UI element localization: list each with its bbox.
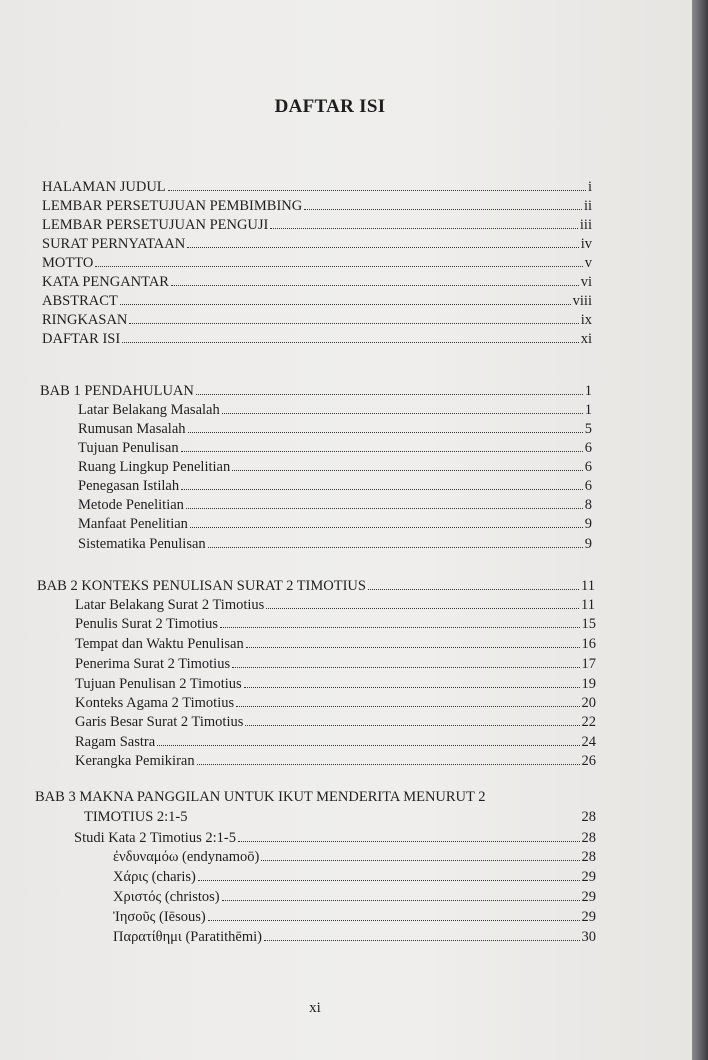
leader-dots [220,627,579,628]
toc-entry-page: 19 [581,676,596,692]
toc-entry [75,675,596,693]
toc-entry-page: vi [580,274,592,290]
toc-entry-label: Χριστός (christos) [113,889,220,905]
leader-dots [264,940,580,941]
toc-entry-page: 9 [584,536,592,552]
leader-dots [186,508,583,509]
toc-entry [75,713,596,731]
toc-entry-label: Ἰησοῦς (Iēsous) [113,909,206,925]
chapter-heading-label: BAB 1 PENDAHULUAN [40,383,194,399]
leader-dots [190,527,583,528]
leader-dots [236,706,579,707]
toc-entry [113,908,596,926]
toc-entry-label: Tujuan Penulisan [78,440,179,456]
toc-entry [42,197,592,215]
leader-dots [197,764,580,765]
toc-entry-page: 29 [581,909,596,925]
toc-entry [42,178,592,196]
leader-dots [157,745,579,746]
chapter-heading [40,382,592,400]
toc-entry [78,535,592,553]
leader-dots [187,247,579,248]
leader-dots [222,413,583,414]
toc-entry-page: ix [580,312,592,328]
toc-entry-page: 28 [581,830,596,846]
leader-dots [245,725,579,726]
toc-entry-page: 6 [584,459,592,475]
toc-entry [78,496,592,514]
leader-dots [208,547,583,548]
toc-entry [42,254,592,272]
toc-entry [42,311,592,329]
toc-entry [75,655,596,673]
toc-entry-page: i [587,179,592,195]
toc-entry-label: Ruang Lingkup Penelitian [78,459,231,475]
leader-dots [181,489,583,490]
toc-entry [42,330,592,348]
toc-entry [78,477,592,495]
toc-entry [78,439,592,457]
toc-entry-label: Penerima Surat 2 Timotius [75,656,231,672]
leader-dots [122,342,579,343]
leader-dots [266,608,579,609]
leader-dots [232,667,579,668]
toc-entry-label: Tujuan Penulisan 2 Timotius [75,676,242,692]
toc-entry [42,292,592,310]
toc-entry-label: ἐνδυναμόω (endynamoō) [113,849,260,865]
toc-entry-label: Penegasan Istilah [78,478,180,494]
toc-entry-label: Χάρις (charis) [113,869,196,885]
toc-entry [113,928,596,946]
toc-entry-page: 29 [581,889,596,905]
leader-dots [208,920,580,921]
toc-entry-page: ii [583,198,592,214]
leader-dots [246,647,580,648]
toc-entry-page: 5 [584,421,592,437]
leader-dots [168,190,586,191]
chapter-heading-label: BAB 2 KONTEKS PENULISAN SURAT 2 TIMOTIUS [37,578,366,594]
toc-entry-page: 29 [581,869,596,885]
leader-dots [95,266,582,267]
leader-dots [368,589,579,590]
leader-dots [238,841,580,842]
toc-entry-label: Garis Besar Surat 2 Timotius [75,714,244,730]
leader-dots [261,860,579,861]
chapter-heading-page: 11 [581,578,595,594]
toc-entry-label: Konteks Agama 2 Timotius [75,695,235,711]
toc-entry-page: 16 [581,636,596,652]
toc-entry-page: 15 [581,616,596,632]
toc-entry-page: 26 [581,753,596,769]
toc-entry-label: Παρατίθημι (Paratithēmi) [113,929,262,945]
toc-entry-label: RINGKASAN [42,312,128,328]
toc-entry [113,848,596,866]
chapter-heading-page: 1 [584,383,592,399]
toc-entry-page: 8 [584,497,592,513]
toc-entry [78,420,592,438]
toc-entry-page: 6 [584,478,592,494]
leader-dots [181,451,583,452]
toc-entry-label: Manfaat Penelitian [78,516,188,532]
toc-entry-page: 20 [581,695,596,711]
leader-dots [244,687,580,688]
toc-entry-label: Tempat dan Waktu Penulisan [75,636,244,652]
chapter-heading-page: 28 [581,809,596,825]
toc-entry-page: 24 [581,734,596,750]
toc-entry-label: ABSTRACT [42,293,118,309]
toc-entry-label: LEMBAR PERSETUJUAN PENGUJI [42,217,269,233]
toc-entry-page: 22 [581,714,596,730]
leader-dots [304,209,582,210]
leader-dots [129,323,578,324]
chapter-heading [37,577,595,595]
page-title: DAFTAR ISI [274,96,386,117]
toc-entry-page: 9 [584,516,592,532]
leader-dots [120,304,571,305]
toc-entry [113,888,596,906]
toc-entry-label: KATA PENGANTAR [42,274,169,290]
toc-entry [42,273,592,291]
leader-dots [198,880,580,881]
toc-entry [113,868,596,886]
toc-entry-page: v [584,255,592,271]
toc-entry-page: 30 [581,929,596,945]
toc-entry-page: iv [580,236,592,252]
toc-entry-label: Latar Belakang Masalah [78,402,220,418]
leader-dots [190,820,580,821]
toc-entry-page: 6 [584,440,592,456]
toc-entry [42,216,592,234]
page-edge-shadow [692,0,708,1060]
toc-entry-label: Rumusan Masalah [78,421,186,437]
leader-dots [196,394,583,395]
toc-entry-label: DAFTAR ISI [42,331,121,347]
toc-entry [75,615,596,633]
toc-entry [74,829,596,847]
toc-entry [75,733,596,751]
toc-entry [78,401,592,419]
toc-entry [42,235,592,253]
chapter-heading-label: TIMOTIUS 2:1-5 [84,809,188,825]
leader-dots [188,432,583,433]
chapter-heading [84,808,596,826]
toc-entry [75,596,595,614]
toc-entry [78,458,592,476]
toc-entry-page: iii [579,217,592,233]
toc-entry-label: HALAMAN JUDUL [42,179,166,195]
toc-entry-page: 11 [581,597,595,613]
toc-entry-label: Metode Penelitian [78,497,184,513]
toc-entry-page: 1 [584,402,592,418]
toc-entry-label: MOTTO [42,255,94,271]
toc-entry-page: 17 [581,656,596,672]
toc-entry-label: Ragam Sastra [75,734,156,750]
toc-entry-label: Penulis Surat 2 Timotius [75,616,219,632]
toc-entry-page: xi [580,331,592,347]
toc-entry [78,515,592,533]
leader-dots [222,900,580,901]
toc-entry-page: 28 [581,849,596,865]
toc-entry [75,694,596,712]
toc-entry-label: Latar Belakang Surat 2 Timotius [75,597,265,613]
chapter-heading-line1: BAB 3 MAKNA PANGGILAN UNTUK IKUT MENDERITA MENURUT 2 [35,789,486,805]
leader-dots [171,285,579,286]
toc-entry-label: Studi Kata 2 Timotius 2:1-5 [74,830,236,846]
toc-entry-label: Sistematika Penulisan [78,536,206,552]
toc-entry-label: Kerangka Pemikiran [75,753,195,769]
leader-dots [270,228,578,229]
toc-entry-label: LEMBAR PERSETUJUAN PEMBIMBING [42,198,303,214]
page-number: xi [309,1000,321,1016]
toc-entry [75,752,596,770]
toc-entry-page: viii [572,293,592,309]
toc-entry [75,635,596,653]
leader-dots [232,470,583,471]
toc-entry-label: SURAT PERNYATAAN [42,236,186,252]
